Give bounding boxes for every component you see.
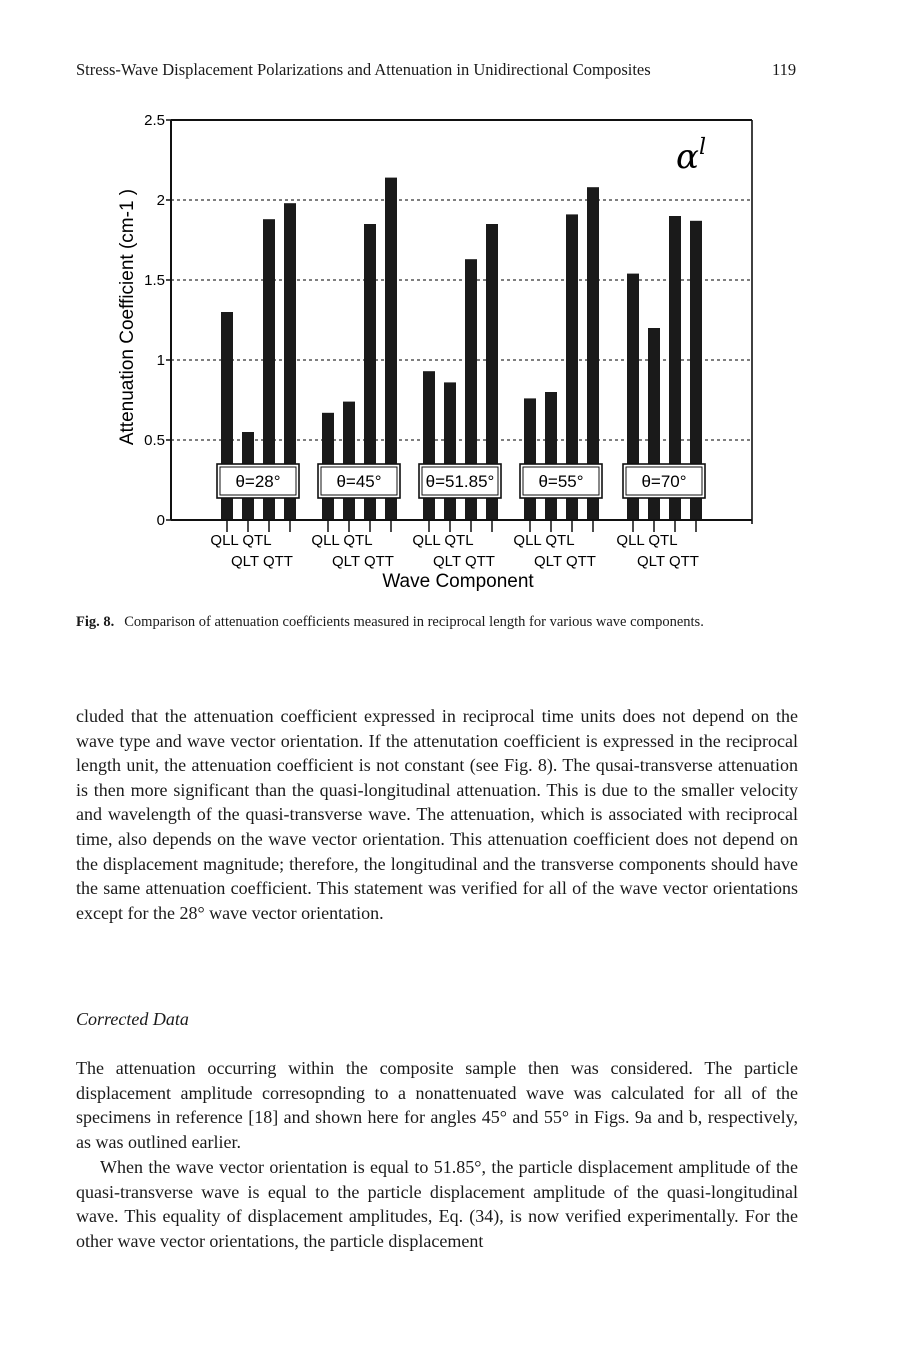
- x-label-top: QLL QTL: [412, 532, 474, 549]
- figure-caption: [76, 612, 798, 632]
- angle-label: θ=28°: [235, 472, 281, 491]
- y-tick-label: 2: [156, 192, 165, 209]
- running-title: Stress-Wave Displacement Polarizations and Attenuation in Unidirectional Composites: [76, 60, 651, 79]
- y-axis-label: Attenuation Coefficient (cm-1 ): [117, 188, 138, 446]
- caption-label: Fig. 8.: [76, 614, 115, 630]
- y-tick-label: 0.5: [144, 432, 165, 449]
- alpha-superscript: l: [698, 135, 707, 160]
- x-label-bottom: QLT QTT: [433, 553, 495, 570]
- angle-label: θ=55°: [538, 472, 584, 491]
- y-tick-label: 1: [156, 352, 165, 369]
- x-label-top: QLL QTL: [210, 532, 272, 549]
- angle-label-boxes: [217, 464, 705, 498]
- body-paragraph-1: cluded that the attenuation coefficient expressed in reciprocal time units does not depend on the wave type and wave vector orientation. If the attenutation coefficient is expressed in the reciprocal length unit, the attenuation coefficient is not constant (see Fig. 8). The qusai-transverse attenuation is then more significant than the quasi-longitudinal attenuation. This is due to the smaller velocity and wavelength of the quasi-transverse wave. The attenuation, which is associated with reciprocal time, also depends on the wave vector orientation. This attenuation coefficient does not depend on the displacement magnitude; therefore, the longitudinal and the transverse components should have the same attenuation coefficient. This statement was verified for all of the wave vector orientations except for the 28° wave vector orientation.: [76, 706, 798, 923]
- caption-text: Comparison of attenuation coefficients measured in reciprocal length for various wave components.: [124, 614, 704, 630]
- y-tick-labels: [144, 112, 171, 529]
- bar-qlt: [545, 392, 557, 520]
- x-label-top: QLL QTL: [616, 532, 678, 549]
- x-axis-label: Wave Component: [382, 571, 534, 592]
- page-number: 119: [772, 60, 797, 79]
- x-label-top: QLL QTL: [311, 532, 373, 549]
- y-tick-label: 2.5: [144, 112, 165, 129]
- x-label-bottom: QLT QTT: [231, 553, 293, 570]
- body-paragraph-3: When the wave vector orientation is equal to 51.85°, the particle displacement amplitude of the quasi-transverse wave is equal to the particle displacement amplitude of the quasi-longitudinal wave. This equality of displacement amplitudes, Eq. (34), is now verified experimentally. For the other wave vector orientations, the particle displacement: [76, 1157, 798, 1251]
- y-tick-label: 1.5: [144, 272, 165, 289]
- angle-label: θ=51.85°: [425, 472, 495, 491]
- y-tick-label: 0: [156, 512, 165, 529]
- bar-qlt: [343, 402, 355, 520]
- section-heading: Corrected Data: [76, 1009, 189, 1029]
- x-category-labels: [210, 532, 699, 570]
- x-label-bottom: QLT QTT: [637, 553, 699, 570]
- x-label-bottom: QLT QTT: [332, 553, 394, 570]
- attenuation-bar-chart: [0, 0, 900, 600]
- x-label-top: QLL QTL: [513, 532, 575, 549]
- angle-label: θ=45°: [336, 472, 382, 491]
- bar-qll: [524, 398, 536, 520]
- angle-label: θ=70°: [641, 472, 687, 491]
- x-label-bottom: QLT QTT: [534, 553, 596, 570]
- alpha-base: α: [676, 137, 699, 177]
- body-paragraph-2: The attenuation occurring within the composite sample then was considered. The particle displacement amplitude corresopnding to a nonattenuated wave was calculated for all of the specimens in reference [18] and shown here for angles 45° and 55° in Figs. 9a and b, respectively, as was outlined earlier.: [76, 1058, 798, 1152]
- grid-lines: [171, 200, 752, 440]
- alpha-symbol: [676, 135, 706, 177]
- bar-qlt: [444, 382, 456, 520]
